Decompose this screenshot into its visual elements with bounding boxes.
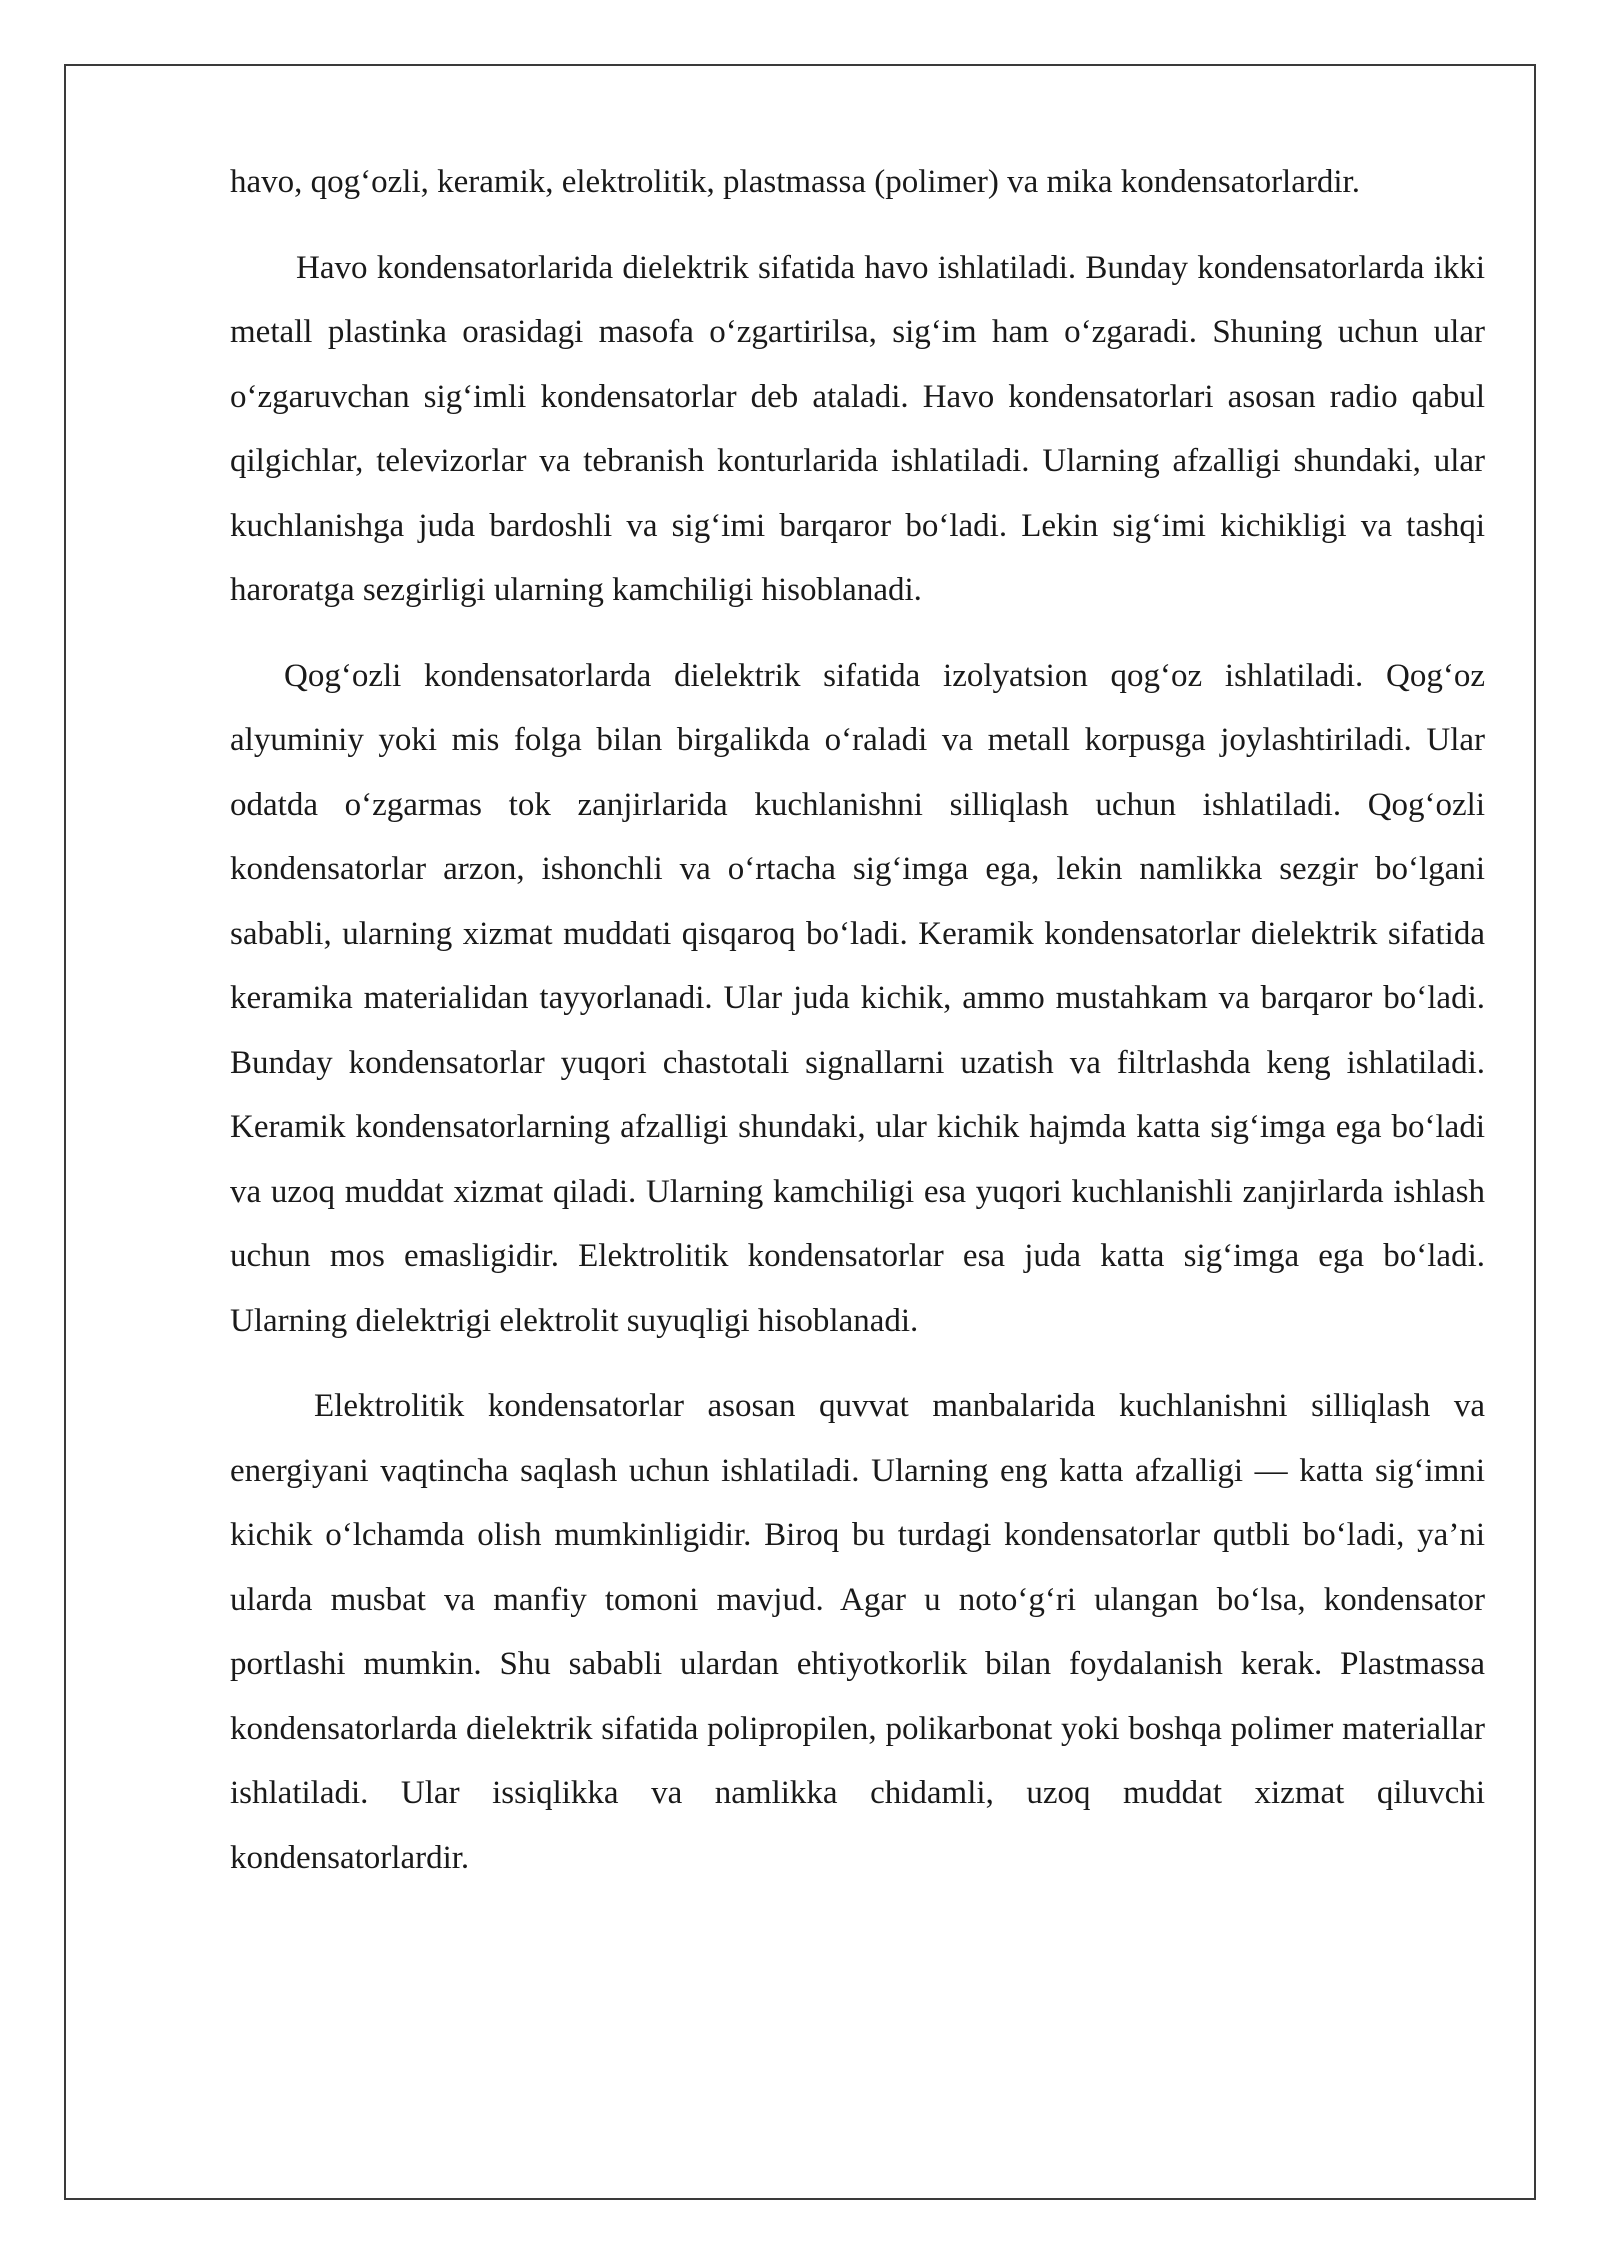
paragraph-text: havo, qog‘ozli, keramik, elektrolitik, plastmassa (polimer) va mika kondensatorlardir. <box>230 164 1360 200</box>
paragraph-paper-ceramic-capacitors <box>230 644 1485 1354</box>
paragraph-text: Qog‘ozli kondensatorlarda dielektrik sifatida izolyatsion qog‘oz ishlatiladi. Qog‘oz alyuminiy yoki mis folga bilan birgalikda o‘raladi va metall korpusga joylashtiriladi. Ular odatda o‘zgarmas tok zanjirlarida kuchlanishni silliqlash uchun ishlatiladi. Qog‘ozli kondensatorlar arzon, ishonchli va o‘rtacha sig‘imga ega, lekin namlikka sezgir bo‘lgani sababli, ularning xizmat muddati qisqaroq bo‘ladi. <box>230 657 1485 952</box>
document-body <box>230 150 1485 1890</box>
paragraph-text: Elektrolitik kondensatorlar asosan quvvat manbalarida kuchlanishni silliqlash va energiyani vaqtincha saqlash uchun ishlatiladi. Ularning eng katta afzalligi — katta sig‘imni kichik o‘lchamda olish mumkinligidir. Biroq bu turdagi kondensatorlar qutbli bo‘ladi, ya’ni ularda musbat va manfiy tomoni mavjud. Agar u noto‘g‘ri ulangan bo‘lsa, kondensator portlashi mumkin. Shu sababli ulardan ehtiyotkorlik bilan foydalanish kerak. Plastmassa kondensatorlarda dielektrik sifatida polipropilen, polikarbonat yoki boshqa polimer materiallar ishlatiladi. Ular issiqlikka va namlikka chidamli, uzoq muddat xizmat qiluvchi kondensatorlardir. <box>230 1388 1485 1876</box>
paragraph-electrolytic-plastic-capacitors <box>230 1374 1485 1890</box>
paragraph-air-capacitors <box>230 236 1485 623</box>
paragraph-intro-continuation <box>230 150 1485 215</box>
paragraph-text: Havo kondensatorlarida dielektrik sifatida havo ishlatiladi. Bunday kondensatorlarda ikki metall plastinka orasidagi masofa o‘zgartirilsa, sig‘im ham o‘zgaradi. Shuning uchun ular o‘zgaruvchan sig‘imli kondensatorlar deb ataladi. Havo kondensatorlari asosan radio qabul qilgichlar, televizorlar va tebranish konturlarida ishlatiladi. Ularning afzalligi shundaki, ular kuchlanishga juda bardoshli va sig‘imi barqaror bo‘ladi. Lekin sig‘imi kichikligi va tashqi haroratga sezgirligi ularning kamchiligi hisoblanadi. <box>230 249 1485 608</box>
sentence-group-ceramic: Keramik kondensatorlar dielektrik sifatida keramika materialidan tayyorlanadi. Ular juda kichik, ammo mustahkam va barqaror bo‘ladi. Bunday kondensatorlar yuqori chastotali signallarni uzatish va filtrlashda keng ishlatiladi. Keramik kondensatorlarning afzalligi shundaki, ular kichik hajmda katta sig‘imga ega bo‘ladi va uzoq muddat xizmat qiladi. Ularning kamchiligi esa yuqori kuchlanishli zanjirlarda ishlash uchun mos emasligidir. Elektrolitik kondensatorlar esa juda katta sig‘imga ega bo‘ladi. Ularning dielektrigi elektrolit suyuqligi hisoblanadi. <box>230 915 1485 1339</box>
